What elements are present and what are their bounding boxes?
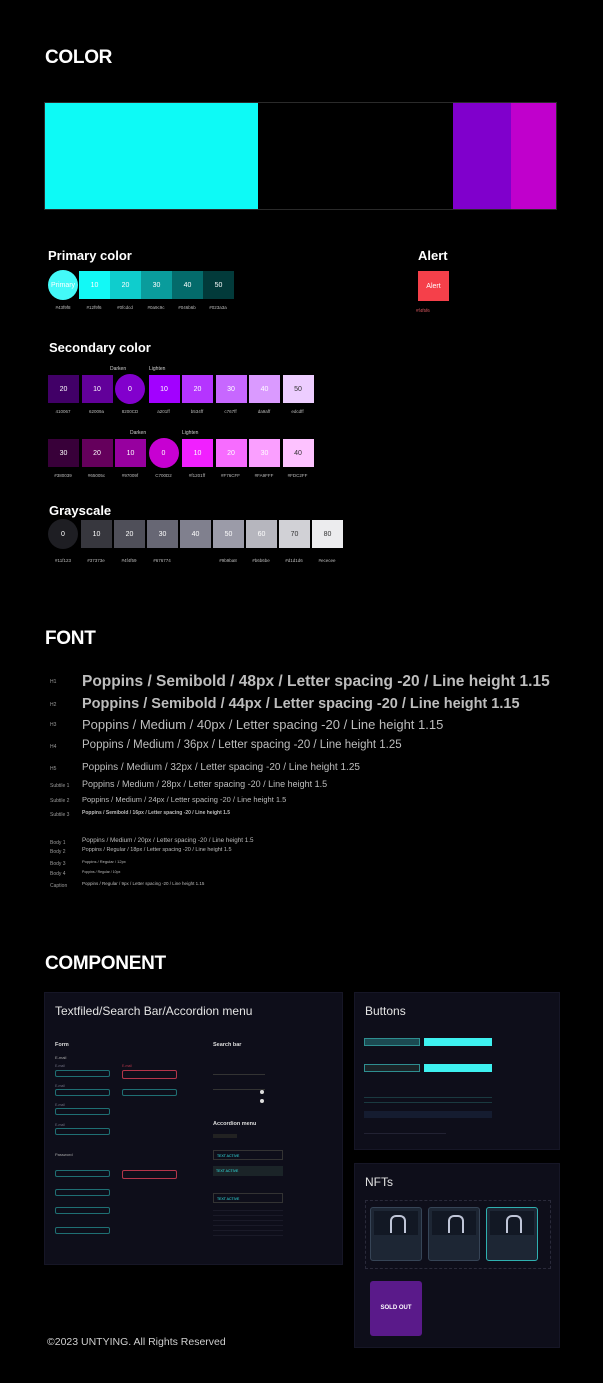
grayscale-hex: #b6b6be (252, 558, 270, 563)
grayscale-hex: #676774 (153, 558, 171, 563)
secondary-row1-swatch (283, 375, 314, 403)
password-input-4[interactable] (55, 1227, 110, 1234)
grayscale-swatch-label: 0 (61, 530, 65, 538)
secondary-row1-swatch-label: 10 (160, 385, 168, 393)
secondary-row2-swatch (149, 438, 179, 468)
grayscale-swatch (279, 520, 310, 548)
secondary-row1-hex: b534ff (190, 409, 204, 414)
nft-art (490, 1211, 534, 1235)
secondary-row2-hex: #FDC2FF (287, 473, 308, 478)
primary-swatch-label: 40 (183, 281, 192, 289)
font-tag: H2 (50, 701, 57, 708)
field-label: E-mail (55, 1084, 65, 1088)
secondary-row2-hex: #f1201ff (188, 473, 206, 478)
font-specimen: Poppins / Regular / 18px / Letter spacing -20 / Line height 1.5 (82, 847, 232, 853)
secondary-row1-hex: da9aff (257, 409, 271, 414)
nft-sold-out-card[interactable] (370, 1281, 422, 1336)
font-tag: H1 (50, 679, 57, 686)
grayscale-swatch (147, 520, 178, 548)
font-specimen: Poppins / Semibold / 48px / Letter spacing -20 / Line height 1.15 (82, 673, 550, 690)
grayscale-swatch-label: 60 (257, 530, 266, 538)
secondary-row1-swatch (149, 375, 180, 403)
font-tag: Body 3 (50, 860, 66, 867)
font-section-title: FONT (45, 628, 96, 649)
grayscale-swatch (213, 520, 244, 548)
grayscale-hex: #ececee (318, 558, 336, 563)
search-input[interactable] (213, 1068, 265, 1075)
button-primary[interactable] (424, 1038, 492, 1046)
grayscale-swatch (48, 519, 78, 549)
textfield-panel (44, 992, 343, 1265)
secondary-row1-hex: a201ff (157, 409, 170, 414)
accordion-item-label: TEXT ACTIVE (217, 1154, 240, 1158)
alert-swatch-label: Alert (426, 282, 441, 290)
primary-swatch (110, 271, 141, 299)
password-input-3[interactable] (55, 1207, 110, 1214)
secondary-row2-swatch (216, 439, 247, 467)
password-heading: Password (55, 1152, 73, 1157)
grayscale-title: Grayscale (49, 503, 112, 518)
secondary-row1-swatch-label: 20 (59, 385, 68, 393)
button-wallet-outline[interactable] (364, 1064, 420, 1072)
nft-card-1[interactable] (370, 1207, 422, 1261)
banner-purple (453, 103, 511, 209)
secondary-row2-hex: C700D2 (155, 473, 172, 478)
primary-swatch-label: 50 (214, 281, 223, 289)
font-tag: H3 (50, 722, 57, 729)
accordion-item-1[interactable] (213, 1150, 283, 1160)
alert-swatch (418, 271, 449, 301)
grayscale-hex: #37373e (87, 558, 105, 563)
font-specimen: Poppins / Regular / 12px (82, 859, 126, 864)
primary-color-title: Primary color (48, 248, 132, 263)
primary-swatch-label: Primary (50, 281, 76, 289)
grayscale-hex: #9b9ba8 (219, 558, 237, 563)
nft-card-2[interactable] (428, 1207, 480, 1261)
secondary-row2-hex: #65005c (87, 473, 106, 478)
primary-hex: #43f9f8 (55, 305, 71, 310)
secondary-row1-swatch (249, 375, 280, 403)
primary-swatch (79, 271, 110, 299)
field-label: E-mail (55, 1064, 65, 1068)
font-specimen: Poppins / Medium / 24px / Letter spacing -20 / Line height 1.5 (82, 795, 287, 804)
buttons-panel-title: Buttons (365, 1004, 406, 1018)
error-label: E-mail (122, 1064, 132, 1068)
secondary-row1-swatch-label: 20 (193, 385, 202, 393)
form-heading: Form (55, 1042, 69, 1048)
secondary-row2-hex: #97009f (121, 473, 139, 478)
nfts-panel (354, 1163, 560, 1348)
grayscale-swatch-label: 20 (125, 530, 134, 538)
font-specimen: Poppins / Medium / 32px / Letter spacing -20 / Line height 1.25 (82, 762, 360, 773)
secondary-row1-swatch-label: 50 (294, 385, 302, 393)
banner-magenta (511, 103, 556, 209)
nft-art (432, 1211, 476, 1235)
banner-black (258, 103, 453, 209)
accordion-chip (213, 1134, 237, 1138)
email-input-2[interactable] (55, 1089, 110, 1096)
grayscale-swatch (246, 520, 277, 548)
tab-row[interactable] (364, 1097, 492, 1103)
secondary-row1-swatch-label: 0 (128, 385, 132, 393)
secondary-row2-swatch-label: 20 (93, 449, 101, 457)
button-secondary[interactable] (364, 1038, 420, 1046)
font-tag: H5 (50, 766, 57, 772)
password-input-error[interactable] (122, 1170, 177, 1179)
nfts-panel-title: NFTs (365, 1175, 393, 1189)
primary-hex: #023a3a (209, 305, 227, 310)
secondary-row1-swatch (82, 375, 113, 403)
row1-darken-label: Darken (110, 366, 127, 372)
primary-hex: #046b6b (178, 305, 196, 310)
secondary-row2-swatch-label: 30 (59, 449, 68, 457)
secondary-row2-swatch-label: 0 (161, 449, 166, 457)
primary-swatch (141, 271, 172, 299)
color-section-title: COLOR (45, 47, 113, 68)
font-tag: Body 1 (50, 839, 66, 846)
search-input-2[interactable] (213, 1083, 265, 1090)
primary-hex: #0a9c9c (147, 305, 165, 310)
color-banner (44, 102, 557, 210)
secondary-row2-swatch (249, 439, 280, 467)
font-tag: Subtile 3 (50, 812, 70, 818)
secondary-row2-swatch-label: 40 (294, 449, 302, 457)
radio-on-2[interactable] (260, 1099, 264, 1103)
secondary-row2-swatch (82, 439, 113, 467)
secondary-row2-hex: #380039 (54, 473, 72, 478)
email-input-4[interactable] (55, 1128, 110, 1135)
accordion-heading: Accordion menu (213, 1121, 257, 1127)
secondary-row2-swatch (182, 439, 213, 467)
grayscale-swatch-label: 30 (158, 530, 167, 538)
email-input-1[interactable] (55, 1070, 110, 1077)
primary-swatch-label: 10 (90, 281, 99, 289)
primary-swatch-label: 30 (152, 281, 161, 289)
grayscale-hex: #4f4f59 (121, 558, 137, 563)
secondary-row1-hex: 8200CD (121, 409, 139, 414)
font-tag: Body 2 (50, 849, 66, 856)
button-wallet[interactable] (424, 1064, 492, 1072)
grayscale-swatch-label: 80 (323, 530, 332, 538)
row2-lighten-label: Lighten (182, 430, 199, 436)
font-tag: Body 4 (50, 871, 66, 878)
grayscale-swatch (81, 520, 112, 548)
font-specimen: Poppins / Regular / 10px (82, 870, 121, 874)
row1-lighten-label: Lighten (149, 366, 166, 372)
field-label: E-mail (55, 1103, 65, 1107)
font-tag: H4 (50, 743, 57, 750)
secondary-row2-swatch (115, 439, 146, 467)
secondary-row1-swatch (182, 375, 213, 403)
secondary-row2-swatch (48, 439, 79, 467)
primary-hex: #0fcdcd (117, 305, 133, 310)
secondary-row1-hex: 410067 (55, 409, 71, 414)
email-heading: E-mail (55, 1055, 67, 1060)
row2-darken-label: Darken (130, 430, 147, 436)
primary-hex: #12f9f6 (86, 305, 102, 310)
grayscale-swatch-label: 40 (191, 530, 200, 538)
radio-on[interactable] (260, 1090, 264, 1094)
font-specimen: Poppins / Semibold / 16px / Letter spacing -20 / Line height 1.5 (82, 810, 231, 816)
secondary-row2-swatch-label: 30 (260, 449, 269, 457)
accordion-item-label: TEXT ACTIVE (217, 1197, 240, 1201)
password-input-2[interactable] (55, 1189, 110, 1196)
secondary-row2-swatch-label: 20 (227, 449, 235, 457)
secondary-row2-swatch (283, 439, 314, 467)
textfield-panel-title: Textfiled/Search Bar/Accordion menu (55, 1004, 253, 1018)
primary-swatch (203, 271, 234, 299)
alert-hex: #f4f5f6 (416, 308, 430, 313)
grayscale-swatch-label: 10 (92, 530, 101, 538)
component-section-title: COMPONENT (45, 953, 166, 974)
sold-out-label: SOLD OUT (380, 1305, 412, 1311)
accordion-item-3[interactable] (213, 1193, 283, 1203)
secondary-row1-hex: edcdff (291, 409, 304, 414)
password-input-1[interactable] (55, 1170, 110, 1177)
secondary-row1-swatch (48, 375, 79, 403)
grayscale-swatch (312, 520, 343, 548)
font-specimen: Poppins / Medium / 36px / Letter spacing -20 / Line height 1.25 (82, 739, 402, 751)
grayscale-swatch-label: 50 (224, 530, 233, 538)
secondary-row1-swatch-label: 30 (227, 385, 235, 393)
primary-swatch-label: 20 (121, 281, 130, 289)
font-specimen: Poppins / Medium / 20px / Letter spacing -20 / Line height 1.5 (82, 837, 254, 844)
grayscale-swatch (114, 520, 145, 548)
font-specimen: Poppins / Medium / 40px / Letter spacing -20 / Line height 1.15 (82, 717, 444, 732)
secondary-row1-swatch (216, 375, 247, 403)
grayscale-hex: #d1d1d6 (285, 558, 303, 563)
font-specimen: Poppins / Semibold / 44px / Letter spacing -20 / Line height 1.15 (82, 696, 520, 712)
secondary-row1-swatch-label: 40 (260, 385, 269, 393)
nft-card-3[interactable] (486, 1207, 538, 1261)
secondary-row1-swatch-label: 10 (93, 385, 101, 393)
secondary-row1-swatch (115, 374, 145, 404)
accordion-item-2[interactable] (213, 1166, 283, 1176)
nft-art (374, 1211, 418, 1235)
tag-row[interactable] (364, 1133, 446, 1138)
email-input-error[interactable] (122, 1070, 177, 1079)
font-specimen: Poppins / Medium / 28px / Letter spacing -20 / Line height 1.5 (82, 779, 328, 789)
font-tag: Caption (50, 882, 68, 889)
alert-title: Alert (418, 248, 448, 263)
search-bar-heading: Search bar (213, 1042, 242, 1048)
secondary-row1-hex: 62009a (88, 409, 105, 414)
banner-primary (45, 103, 258, 209)
grayscale-swatch (180, 520, 211, 548)
email-input-3[interactable] (55, 1108, 110, 1115)
accordion-item-label: TEXT ACTIVE (216, 1169, 239, 1173)
secondary-color-title: Secondary color (49, 340, 151, 355)
primary-swatch (172, 271, 203, 299)
email-input-5[interactable] (122, 1089, 177, 1096)
footer-copyright: ©2023 UNTYING. All Rights Reserved (47, 1336, 226, 1348)
buttons-panel (354, 992, 560, 1150)
field-label: E-mail (55, 1123, 65, 1127)
secondary-row2-swatch-label: 10 (193, 449, 202, 457)
primary-swatch (48, 270, 78, 300)
secondary-row2-hex: #F76CFF (220, 473, 240, 478)
font-tag: Subtile 1 (50, 782, 70, 789)
button-dark-row[interactable] (364, 1111, 492, 1118)
grayscale-swatch-label: 70 (290, 530, 299, 538)
secondary-row2-hex: #FA9FFF (254, 473, 274, 478)
accordion-table (213, 1206, 283, 1236)
font-specimen: Poppins / Regular / 9px / Letter spacing -20 / Line height 1.15 (82, 881, 205, 886)
font-tag: Subtile 2 (50, 798, 70, 804)
secondary-row2-swatch-label: 10 (126, 449, 135, 457)
secondary-row1-hex: c767ff (224, 409, 237, 414)
grayscale-hex: #11f123 (55, 558, 71, 563)
